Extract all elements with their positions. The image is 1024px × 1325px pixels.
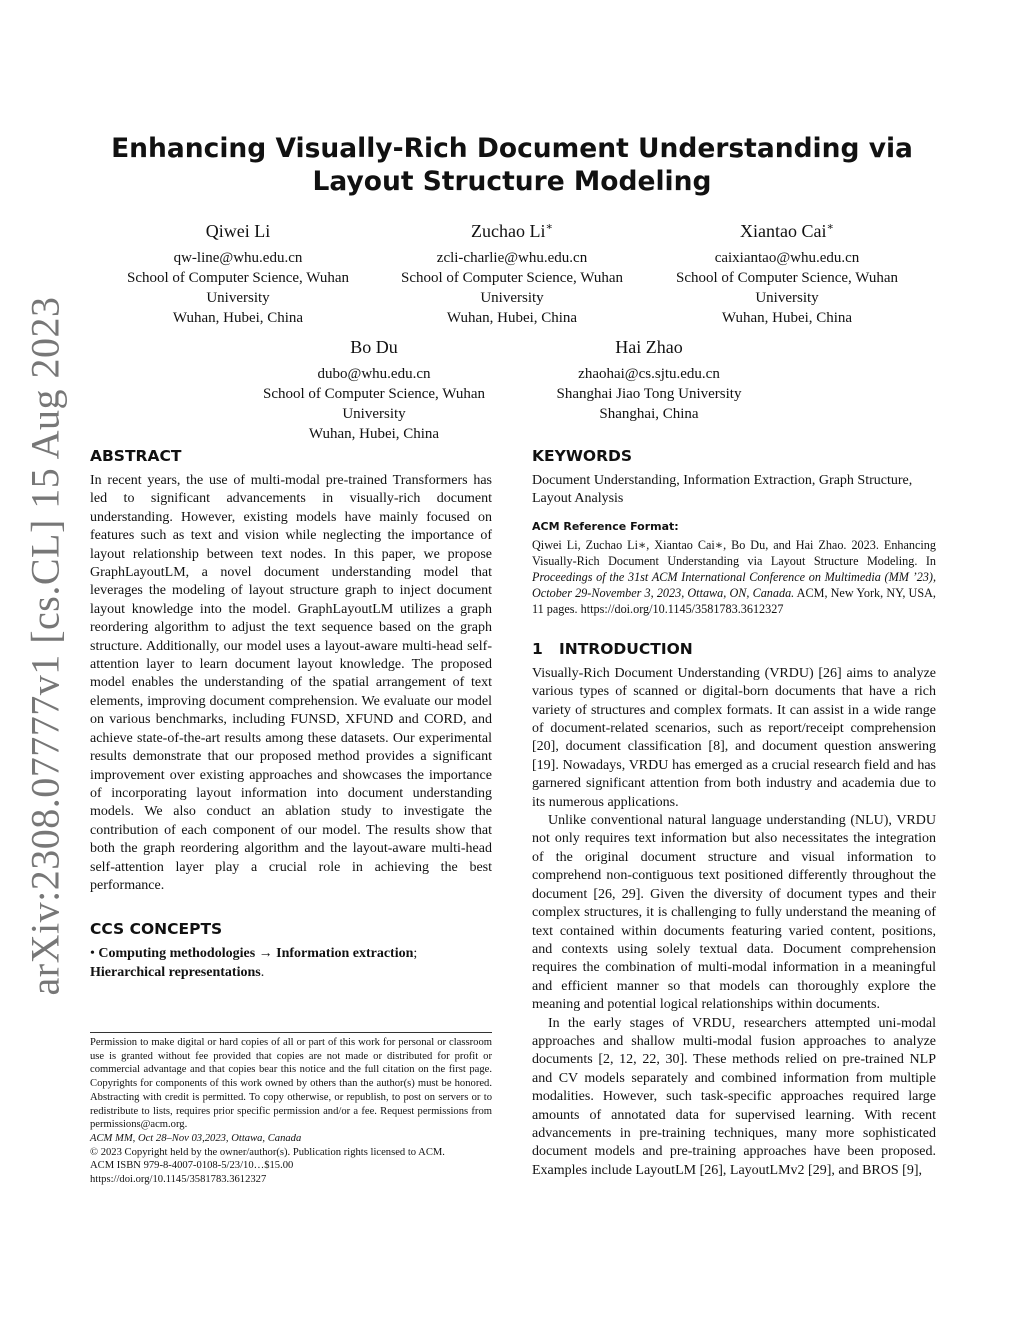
arxiv-sidebar-stamp bbox=[14, 296, 76, 996]
introduction-heading bbox=[532, 639, 936, 659]
author-affiliation: School of Computer Science, Wuhan bbox=[401, 270, 623, 286]
author-affiliation: Shanghai Jiao Tong University bbox=[556, 386, 742, 402]
ccs-heading: CCS CONCEPTS bbox=[90, 920, 223, 939]
arrow-icon: → bbox=[258, 946, 273, 962]
intro-paragraph: Visually-Rich Document Understanding (VRDU) [26] aims to analyze various types of scanned or digital-born documents that have a rich variety of structures and complex formats. It can assist in a wide range of document-related scenarios, such as report/receipt comprehension [20], document classification [8], and document question answering [19]. Nowadays, VRDU has emerged as a crucial research field and has garnered significant attention from both industry and academia due to its numerous applications. bbox=[532, 665, 936, 810]
author-location: Wuhan, Hubei, China bbox=[721, 310, 853, 326]
author-block bbox=[511, 332, 787, 424]
reference-format-text bbox=[532, 537, 936, 617]
left-column bbox=[90, 446, 492, 982]
author-affiliation: University bbox=[206, 290, 270, 306]
author-block bbox=[374, 216, 650, 328]
author-affiliation: University bbox=[480, 290, 544, 306]
author-name: Hai Zhao bbox=[615, 337, 683, 357]
author-name: Zuchao Li bbox=[471, 221, 546, 241]
author-email[interactable]: caixiantao@whu.edu.cn bbox=[714, 250, 860, 266]
reference-tail[interactable]: ACM, New York, NY, USA, 11 pages. https://doi.org/10.1145/3581783.3612327 bbox=[532, 585, 936, 616]
author-email[interactable]: dubo@whu.edu.cn bbox=[317, 366, 431, 382]
reference-format-heading: ACM Reference Format: bbox=[532, 519, 679, 533]
ccs-concepts bbox=[90, 945, 492, 982]
author-block bbox=[649, 216, 925, 328]
intro-paragraph: In the early stages of VRDU, researchers attempted uni-modal approaches and shallow multi-modal fusion approaches to analyze documents [2, 12, 22, 30]. These methods relied on pre-trained NLP and CV models separately and combined information from multiple modalities. However, such task-specific approaches required large amounts of annotated data for supervised learning. With recent advancements in pre-training techniques, many more sophisticated document models and pre-training approaches have been proposed. Examples include LayoutLM [26], LayoutLMv2 [29], and BROS [9], bbox=[532, 1015, 936, 1178]
doi-link[interactable]: https://doi.org/10.1145/3581783.3612327 bbox=[90, 1174, 267, 1186]
ccs-term: Hierarchical representations bbox=[90, 964, 261, 980]
author-block bbox=[236, 332, 512, 444]
ccs-term: Computing methodologies bbox=[98, 946, 256, 962]
author-affiliation: University bbox=[755, 290, 819, 306]
author-name: Bo Du bbox=[350, 337, 398, 357]
author-email[interactable]: zcli-charlie@whu.edu.cn bbox=[436, 250, 588, 266]
author-mark: ∗ bbox=[826, 221, 834, 233]
section-title: INTRODUCTION bbox=[559, 639, 693, 658]
conference-line: ACM MM, Oct 28–Nov 03,2023, Ottawa, Canada bbox=[90, 1132, 302, 1144]
author-name: Qiwei Li bbox=[205, 221, 271, 241]
author-location: Wuhan, Hubei, China bbox=[446, 310, 578, 326]
arxiv-identifier: arXiv:2308.07777v1 [cs.CL] 15 Aug 2023 bbox=[22, 296, 68, 996]
author-affiliation: School of Computer Science, Wuhan bbox=[127, 270, 349, 286]
isbn-line: ACM ISBN 979-8-4007-0108-5/23/10…$15.00 bbox=[90, 1160, 294, 1172]
author-block bbox=[100, 216, 376, 328]
author-mark: ∗ bbox=[545, 221, 553, 233]
author-affiliation: University bbox=[342, 406, 406, 422]
author-email[interactable]: zhaohai@cs.sjtu.edu.cn bbox=[578, 366, 720, 382]
keywords-text: Document Understanding, Information Extraction, Graph Structure, Layout Analysis bbox=[532, 473, 913, 507]
paper-title: Enhancing Visually-Rich Document Understanding via Layout Structure Modeling bbox=[111, 133, 913, 197]
copyright-footnote bbox=[90, 1036, 492, 1187]
reference-proceedings: Proceedings of the 31st ACM International Conference on Multimedia (MM ’23), October 29-November 3, 2023, Ottawa, ON, Canada. bbox=[532, 569, 936, 600]
ccs-bullet: • bbox=[90, 946, 95, 962]
author-location: Wuhan, Hubei, China bbox=[308, 426, 440, 442]
reference-authors: Qiwei Li, Zuchao Li∗, Xiantao Cai∗, Bo Du, and Hai Zhao. 2023. Enhancing Visually-Rich Document Understanding via Layout Structure Modeling. In bbox=[532, 537, 936, 568]
copyright-line: © 2023 Copyright held by the owner/author(s). Publication rights licensed to ACM. bbox=[90, 1146, 445, 1158]
author-affiliation: Shanghai, China bbox=[599, 406, 699, 422]
permission-notice: Permission to make digital or hard copies of all or part of this work for personal or classroom use is granted without fee provided that copies are not made or distributed for profit or commercial advantage and that copies bear this notice and the full citation on the first page. Copyrights for components of this work owned by others than the author(s) must be honored. Abstracting with credit is permitted. To copy otherwise, or republish, to post on servers or to redistribute to lists, requires prior specific permission and/or a fee. Request permissions from permissions@acm.org. bbox=[90, 1037, 492, 1131]
author-location: Wuhan, Hubei, China bbox=[172, 310, 304, 326]
author-affiliation: School of Computer Science, Wuhan bbox=[263, 386, 485, 402]
footnote-divider bbox=[90, 1032, 492, 1033]
ccs-end: . bbox=[260, 964, 265, 980]
intro-paragraph: Unlike conventional natural language understanding (NLU), VRDU not only requires text information but also necessitates the integration of the original document structure and visual information to comprehend non-contiguous text positioned differently throughout the document [26, 29]. Given the diversity of document types and their complex structures, it is challenging to fully understand the meaning of text contained within documents featuring varied content, positions, and contexts using solely textual data. Document comprehension requires the combination of multi-modal information in a meaningful and efficient manner so that models can thoroughly explore the meaning and potential logical relationships within documents. bbox=[532, 813, 936, 1013]
author-email[interactable]: qw-line@whu.edu.cn bbox=[173, 250, 303, 266]
abstract-text: In recent years, the use of multi-modal pre-trained Transformers has led to significant advancements in visually-rich document understanding. However, existing models have mainly focused on features such as text and vision while neglecting the importance of layout relationship between text nodes. In this paper, we propose GraphLayoutLM, a novel document understanding model that leverages the modeling of layout structure graph to inject document layout knowledge into the model. GraphLayoutLM utilizes a graph reordering algorithm to adjust the text sequence based on the graph structure. Additionally, our model uses a layout-aware multi-head self-attention layer to learn document layout knowledge. The proposed model enables the understanding of the spatial arrangement of text elements, improving document comprehension. We evaluate our model on various benchmarks, including FUNSD, XFUND and CORD, and achieve state-of-the-art results among these datasets. Our experimental results demonstrate that our proposed method provides a significant improvement over existing approaches and showcases the importance of incorporating layout information into document understanding models. We also conduct an ablation study to investigate the contribution of each component of our model. The results show that both the graph reordering algorithm and the layout-aware multi-head self-attention layer play a crucial role in achieving the best performance. bbox=[90, 473, 492, 893]
author-affiliation: School of Computer Science, Wuhan bbox=[676, 270, 898, 286]
section-number: 1 bbox=[532, 639, 543, 658]
author-name: Xiantao Cai bbox=[740, 221, 827, 241]
ccs-term: Information extraction bbox=[276, 946, 414, 962]
abstract-heading: ABSTRACT bbox=[90, 447, 182, 465]
right-column bbox=[532, 446, 936, 1180]
keywords-heading: KEYWORDS bbox=[532, 447, 633, 465]
ccs-separator: ; bbox=[413, 946, 418, 962]
